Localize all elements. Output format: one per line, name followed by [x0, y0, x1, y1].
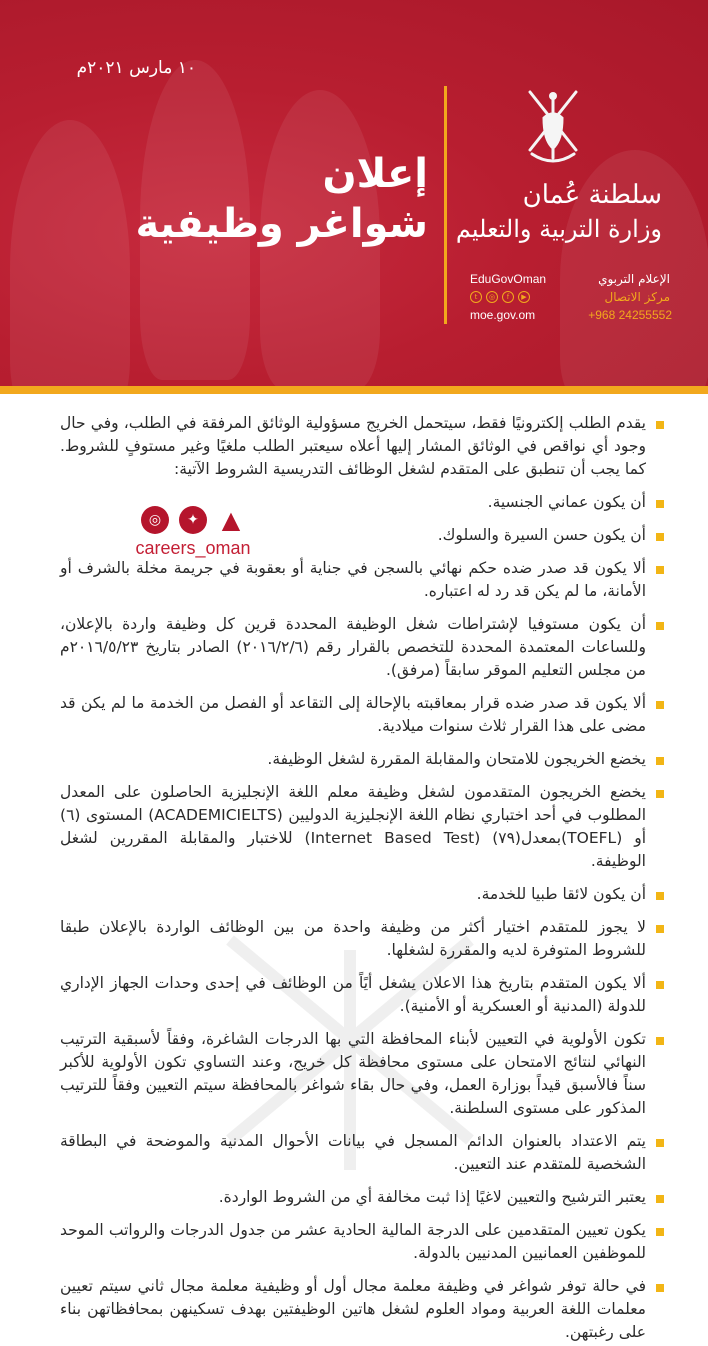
announcement-date: ١٠ مارس ٢٠٢١م — [76, 58, 196, 78]
list-item: يخضع الخريجون للامتحان والمقابلة المقررة لشغل الوظيفة. — [60, 748, 664, 771]
header-stripe — [0, 386, 708, 394]
instagram-mini-icon[interactable]: ◎ — [486, 291, 498, 303]
list-item: يكون تعيين المتقدمين على الدرجة المالية الحادية عشر من جدول الدرجات والرواتب الموحد للموظفين العمانيين المدنيين بالدولة. — [60, 1219, 664, 1265]
title-line-2: شواغر وظيفية — [135, 201, 428, 247]
list-item: ألا يكون قد صدر ضده حكم نهائي بالسجن في جناية أو بعقوبة في جريمة مخلة بالشرف أو الأمانة، ما لم يكن قد رد له اعتباره. — [60, 557, 664, 603]
contact-block — [470, 270, 670, 324]
list-item: لا يجوز للمتقدم اختيار أكثر من وظيفة واحدة من بين الوظائف الواردة بالإعلان طبقا للشروط المتوفرة لديه والمقررة لشغلها. — [60, 916, 664, 962]
careers-handle[interactable]: careers_oman — [135, 538, 251, 558]
twitter-mini-icon[interactable]: t — [470, 291, 482, 303]
instagram-icon[interactable]: ◎ — [141, 506, 169, 534]
page-title — [136, 150, 429, 250]
list-item: يقدم الطلب إلكترونيًا فقط، سيتحمل الخريج مسؤولية الوثائق المرفقة في الطلب، وفي حال وجود أي نواقص في الوثائق المشار إليها أعلاه سيعتبر الطلب ملغيًا وغير مستوفٍ للشروط. كما يجب أن تنطبق على المتقدم لشغل الوظائف التدريسية الشروط الآتية: — [60, 412, 664, 481]
list-item: ألا يكون المتقدم بتاريخ هذا الاعلان يشغل أيًاً من الوظائف في إحدى وحدات الجهاز الإداري للدولة (المدنية أو العسكرية أو الأمنية). — [60, 972, 664, 1018]
requirements-list — [60, 412, 664, 1346]
ministry-name — [456, 178, 662, 246]
edu-media-label: الإعلام التربوي — [598, 272, 670, 286]
list-item: ألا يكون قد صدر ضده قرار بمعاقبته بالإحالة إلى التقاعد أو الفصل من الخدمة ما لم يكن قد مضى على هذا القرار ثلاث سنوات ميلادية. — [60, 692, 664, 738]
call-center-label: مركز الاتصال — [604, 290, 670, 304]
list-item: أن يكون مستوفيا لإشتراطات شغل الوظيفة المحددة قرين كل وظيفة واردة بالإعلان، وللساعات المعتمدة المحددة للتخصص بالقرار رقم (٢٠١٦/٢/٦) الصادر بتاريخ ٢٠١٦/٥/٢٣م من مجلس التعليم الموقر سابقاً (مرفق). — [60, 613, 664, 682]
list-item: يتم الاعتداد بالعنوان الدائم المسجل في بيانات الأحوال المدنية والموضحة في البطاقة الشخصية للمتقدم عند التعيين. — [60, 1130, 664, 1176]
phone-number[interactable]: +968 24255552 — [588, 308, 672, 322]
list-item: يعتبر الترشيح والتعيين لاغيًا إذا ثبت مخالفة أي من الشروط الواردة. — [60, 1186, 664, 1209]
ministry-title: وزارة التربية والتعليم — [455, 215, 662, 243]
list-item: تكون الأولوية في التعيين لأبناء المحافظة التي بها الدرجات الشاغرة، وفقاً لأسبقية الترتيب النهائي لنتائج الامتحان على مستوى محافظة كل خريج، وعند التساوي تكون الأولوية للأكبر سناً فالأسبق قيداً بوزارة العمل، وفي حال بقاء شواغر بالمحافظة سيتم التعيين وفقاً للترتيب المذكور على مستوى السلطنة. — [60, 1028, 664, 1120]
facebook-mini-icon[interactable]: f — [502, 291, 514, 303]
social-mini-icons — [470, 291, 530, 303]
snapchat-icon[interactable]: ▲ — [221, 506, 241, 534]
edu-handle: EduGovOman — [470, 272, 547, 286]
website-link[interactable]: moe.gov.om — [470, 308, 536, 322]
twitter-icon[interactable]: ✦ — [179, 506, 207, 534]
header-banner — [0, 0, 708, 390]
list-item: أن يكون حسن السيرة والسلوك. — [206, 524, 664, 547]
list-item: أن يكون عماني الجنسية. — [206, 491, 664, 514]
list-item: أن يكون لائقا طبيا للخدمة. — [60, 883, 664, 906]
youtube-mini-icon[interactable]: ▶ — [518, 291, 530, 303]
header-divider — [444, 86, 447, 324]
list-item: يخضع الخريجون المتقدمون لشغل وظيفة معلم اللغة الإنجليزية الحاصلون على المعدل المطلوب في أحد اختباري نظام اللغة الإنجليزية الدوليين (ACADEMICIELTS) المستوى (٦) أو (TOEFL)بمعدل(٧٩) (Internet Based Test) للاختبار والمقابلة المقررين لشغل الوظيفة. — [60, 781, 664, 873]
title-line-1: إعلان — [322, 151, 428, 197]
oman-emblem-icon — [522, 84, 584, 166]
sultanate-name: سلطنة عُمان — [522, 180, 662, 210]
list-item: في حالة توفر شواغر في وظيفة معلمة مجال أول أو وظيفية معلمة مجال ثاني سيتم تعيين معلمات اللغة العربية ومواد العلوم لشغل هاتين الوظيفتين بهدف تسكينهن بمحافظاتهن بناء على رغبتهن. — [60, 1275, 664, 1344]
